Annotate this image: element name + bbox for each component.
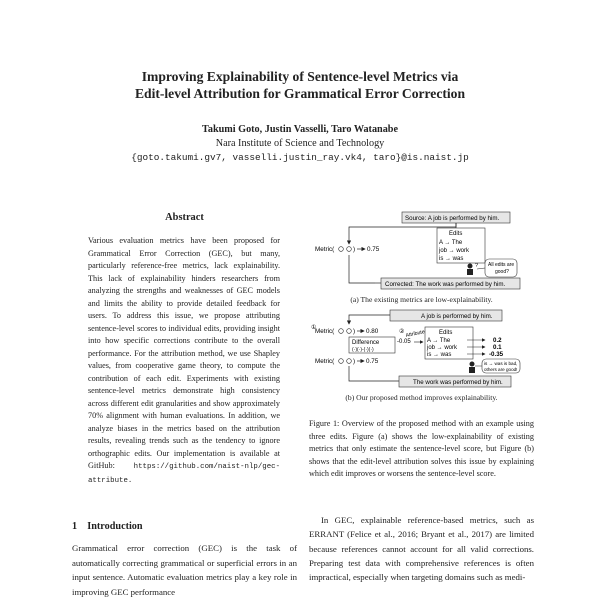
edit-1: A → The (427, 338, 451, 344)
affiliation: Nara Institute of Science and Technology (215, 138, 385, 149)
authors: Takumi Goto, Justin Vasselli, Taro Watanabe (202, 124, 398, 135)
github-link[interactable]: https://github.com/naist-nlp/gec-attribute. (88, 463, 280, 485)
person-icon (469, 362, 475, 374)
abstract-heading: Abstract (165, 212, 204, 223)
corrected-label: Corrected: The work was performed by him. (385, 281, 506, 288)
edit-2: job → work (439, 248, 470, 254)
metric-label: Metric( (315, 246, 335, 253)
corrected-label: The work was performed by him. (413, 379, 503, 386)
edit-1: A → The (439, 240, 463, 246)
abstract-body: Various evaluation metrics have been proposed for Grammatical Error Correction (GEC), but many, particularly reference-free metrics, lack explainability. This lack of explainability hinders researchers from analyzing the strengths and weaknesses of GEC models and limits the ability to provide detailed feedback for users. To address this issue, we propose attributing sentence-level scores to individual edits, providing insight into how specific corrections contribute to the overall performance. For the attribution method, we use Shapley values, from cooperative game theory, to compute the contribution of each edit. Experiments with existing sentence-level metrics demonstrate high consistency across different edit granularities and show approximately 70% alignment with human evaluations. In addition, we analyze biases in the metrics based on the attribution results, revealing trends such as the tendency to ignore orthographic edits. Our implementation is available at GitHub: (88, 236, 280, 470)
edit-score-2: 0.1 (493, 344, 502, 351)
source-label: A job is performed by him. (421, 313, 493, 320)
figure-1a (309, 207, 534, 297)
edit-3: is → was (439, 256, 464, 262)
attribute-label: Attribute (405, 329, 426, 339)
input-circle-icon (339, 359, 344, 364)
section-title: Introduction (87, 521, 143, 532)
metric-bottom-label: Metric( (315, 358, 335, 365)
difference-formula: (·)(·)-(·)(·) (352, 347, 374, 353)
svg-text:): ) (353, 328, 356, 335)
input-circle-icon (347, 359, 352, 364)
difference-label: Difference (352, 340, 380, 346)
difference-value: -0.05 (397, 339, 411, 345)
edits-title: Edits (439, 330, 453, 336)
svg-text:): ) (353, 358, 356, 365)
svg-text:): ) (353, 246, 356, 253)
input-circle-icon (339, 247, 344, 252)
score-bottom: 0.75 (366, 358, 379, 365)
svg-text:?: ? (475, 263, 479, 269)
section-heading (72, 521, 143, 532)
intro-text: Grammatical error correction (GEC) is the task of automatically correcting grammatical or superficial errors in an input sentence. Automatic evaluation metrics play a key role in improving GEC performance (72, 543, 297, 597)
figure-1a-caption: (a) The existing metrics are low-explainability. (350, 295, 493, 304)
edit-3: is → was (427, 352, 452, 358)
paper-title-line2: Edit-level Attribution for Grammatical Error Correction (134, 86, 466, 101)
emails: {goto.takumi.gv7, vasselli.justin_ray.vk4, taro}@is.naist.jp (131, 152, 469, 163)
svg-text:All edits are: All edits are (488, 262, 515, 268)
edits-title: Edits (449, 231, 463, 237)
edit-2: job → work (427, 345, 458, 351)
source-label: Source: A job is performed by him. (405, 215, 500, 222)
edit-score-1: 0.2 (493, 337, 502, 344)
metric-top-label: Metric( (315, 328, 335, 335)
score-top: 0.80 (366, 328, 379, 335)
person-icon (467, 264, 473, 276)
svg-text:②: ② (399, 329, 405, 335)
input-circle-icon (339, 329, 344, 334)
svg-text:is → was is bad,: is → was is bad, (484, 361, 518, 366)
abstract-text (88, 235, 280, 487)
sentence-score: 0.75 (367, 246, 380, 253)
svg-text:①: ① (311, 325, 317, 331)
input-circle-icon (347, 329, 352, 334)
svg-text:others are good!: others are good! (484, 367, 518, 372)
section-number: 1 (72, 521, 78, 532)
edit-score-3: -0.35 (489, 351, 504, 358)
right-column-text: In GEC, explainable reference-based metrics, such as ERRANT (Felice et al., 2016; Bryant et al., 2017) are limited because references cannot account for all valid corrections. Preparing test data with comprehensive references is often impractical, especially when targeting domains such as medi- (309, 515, 534, 583)
paper-title-line1: Improving Explainability of Sentence-level Metrics via (141, 69, 459, 84)
svg-text:good?: good? (495, 269, 509, 275)
figure-1b-caption: (b) Our proposed method improves explainability. (345, 393, 498, 402)
figure-1-caption: Figure 1: Overview of the proposed method with an example using three edits. Figure (a) shows the low-explainability of existing metrics that only estimate the sentence-level score, but Figure (b) shows that the edit-level attribution solves this issue by explaining which edit improves or worsens the sentence-level score. (309, 419, 534, 479)
input-circle-icon (347, 247, 352, 252)
